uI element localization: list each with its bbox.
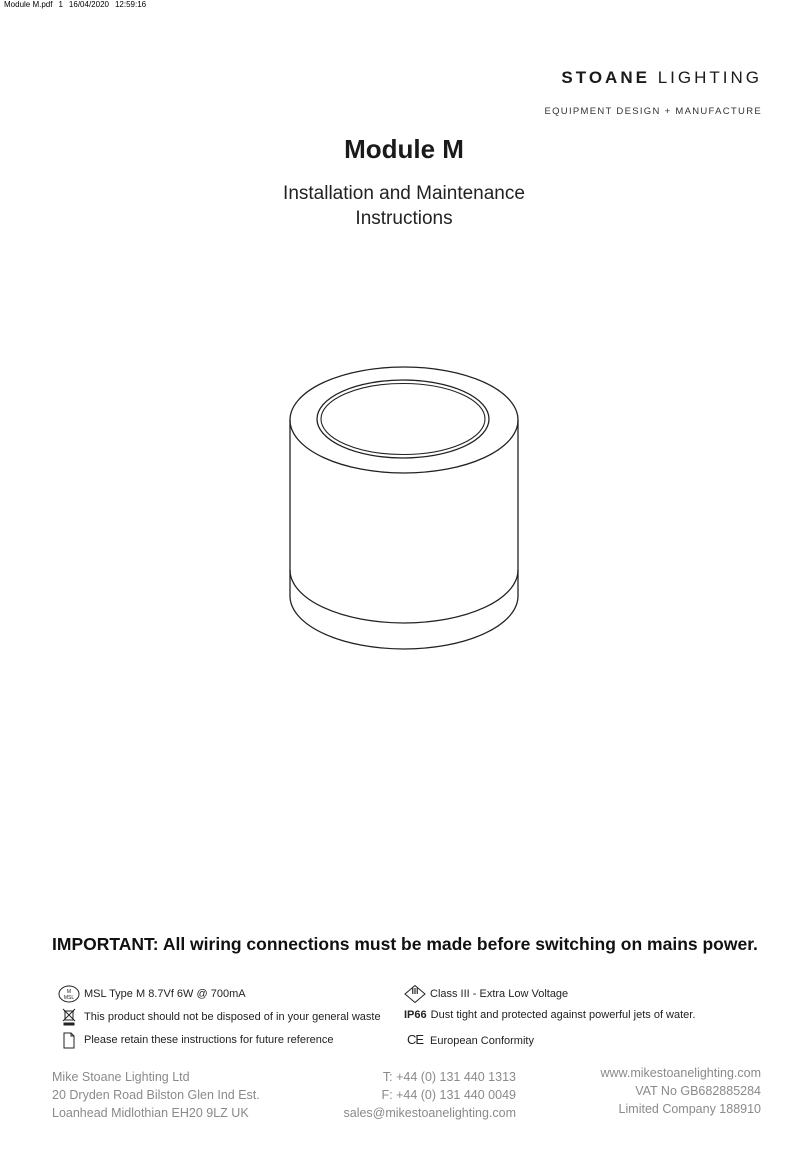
product-top-inner-ring — [317, 380, 489, 458]
footer-phone: T: +44 (0) 131 440 1313 — [382, 1070, 516, 1084]
svg-text:MSL: MSL — [63, 995, 75, 1001]
spec-ce-text: European Conformity — [430, 1035, 534, 1047]
print-time: 12:59:16 — [114, 0, 147, 9]
product-base — [290, 570, 518, 649]
brand-name-bold: STOANE — [561, 68, 650, 87]
ip66-label: IP66 — [404, 1009, 427, 1021]
footer-address-line-2: Loanhead Midlothian EH20 9LZ UK — [52, 1106, 249, 1120]
spec-msl-text: MSL Type M 8.7Vf 6W @ 700mA — [84, 988, 246, 1000]
product-top-lens — [321, 384, 485, 455]
footer-company-info — [601, 1064, 762, 1118]
brand-name-light: LIGHTING — [657, 68, 762, 87]
document-icon — [58, 1031, 80, 1049]
footer-company: Mike Stoane Lighting Ltd — [52, 1070, 190, 1084]
brand-tagline: EQUIPMENT DESIGN + MANUFACTURE — [544, 106, 762, 117]
footer-contact — [300, 1068, 516, 1122]
footer-website[interactable]: www.mikestoanelighting.com — [600, 1066, 761, 1080]
class-iii-label: III — [411, 987, 419, 996]
print-header — [4, 0, 152, 9]
msl-icon — [58, 985, 80, 1003]
footer-company-number: Limited Company 188910 — [618, 1102, 761, 1116]
product-illustration — [280, 360, 528, 662]
print-filename: Module M.pdf — [4, 0, 53, 9]
footer-address — [52, 1068, 260, 1122]
footer-vat: VAT No GB682885284 — [635, 1084, 761, 1098]
spec-class-iii — [404, 985, 568, 1003]
important-notice: IMPORTANT: All wiring connections must be made before switching on mains power. — [52, 934, 758, 954]
brand-logo — [561, 68, 762, 88]
page-subtitle — [0, 181, 808, 231]
spec-weee — [58, 1008, 381, 1026]
subtitle-line-2: Instructions — [355, 208, 453, 229]
spec-ip66 — [404, 1009, 695, 1021]
svg-text:M: M — [66, 989, 72, 995]
spec-ce — [404, 1032, 534, 1050]
ce-icon: CE — [406, 1032, 424, 1047]
product-top-rim — [290, 367, 518, 473]
subtitle-line-1: Installation and Maintenance — [283, 183, 525, 204]
product-band-line — [290, 570, 518, 623]
print-date: 16/04/2020 — [68, 0, 109, 9]
footer-address-line-1: 20 Dryden Road Bilston Glen Ind Est. — [52, 1088, 260, 1102]
class-iii-icon — [404, 985, 426, 1003]
print-page-number: 1 — [58, 0, 63, 9]
footer-email[interactable]: sales@mikestoanelighting.com — [343, 1106, 516, 1120]
spec-retain-text: Please retain these instructions for future reference — [84, 1034, 334, 1046]
footer-fax: F: +44 (0) 131 440 0049 — [381, 1088, 516, 1102]
spec-msl — [58, 985, 246, 1003]
page-title: Module M — [344, 134, 464, 164]
spec-ip66-text: Dust tight and protected against powerful jets of water. — [430, 1009, 696, 1021]
weee-bin-icon — [58, 1008, 80, 1026]
spec-retain — [58, 1031, 333, 1049]
spec-class-iii-text: Class III - Extra Low Voltage — [430, 988, 569, 1000]
spec-weee-text: This product should not be disposed of in your general waste — [84, 1011, 381, 1023]
